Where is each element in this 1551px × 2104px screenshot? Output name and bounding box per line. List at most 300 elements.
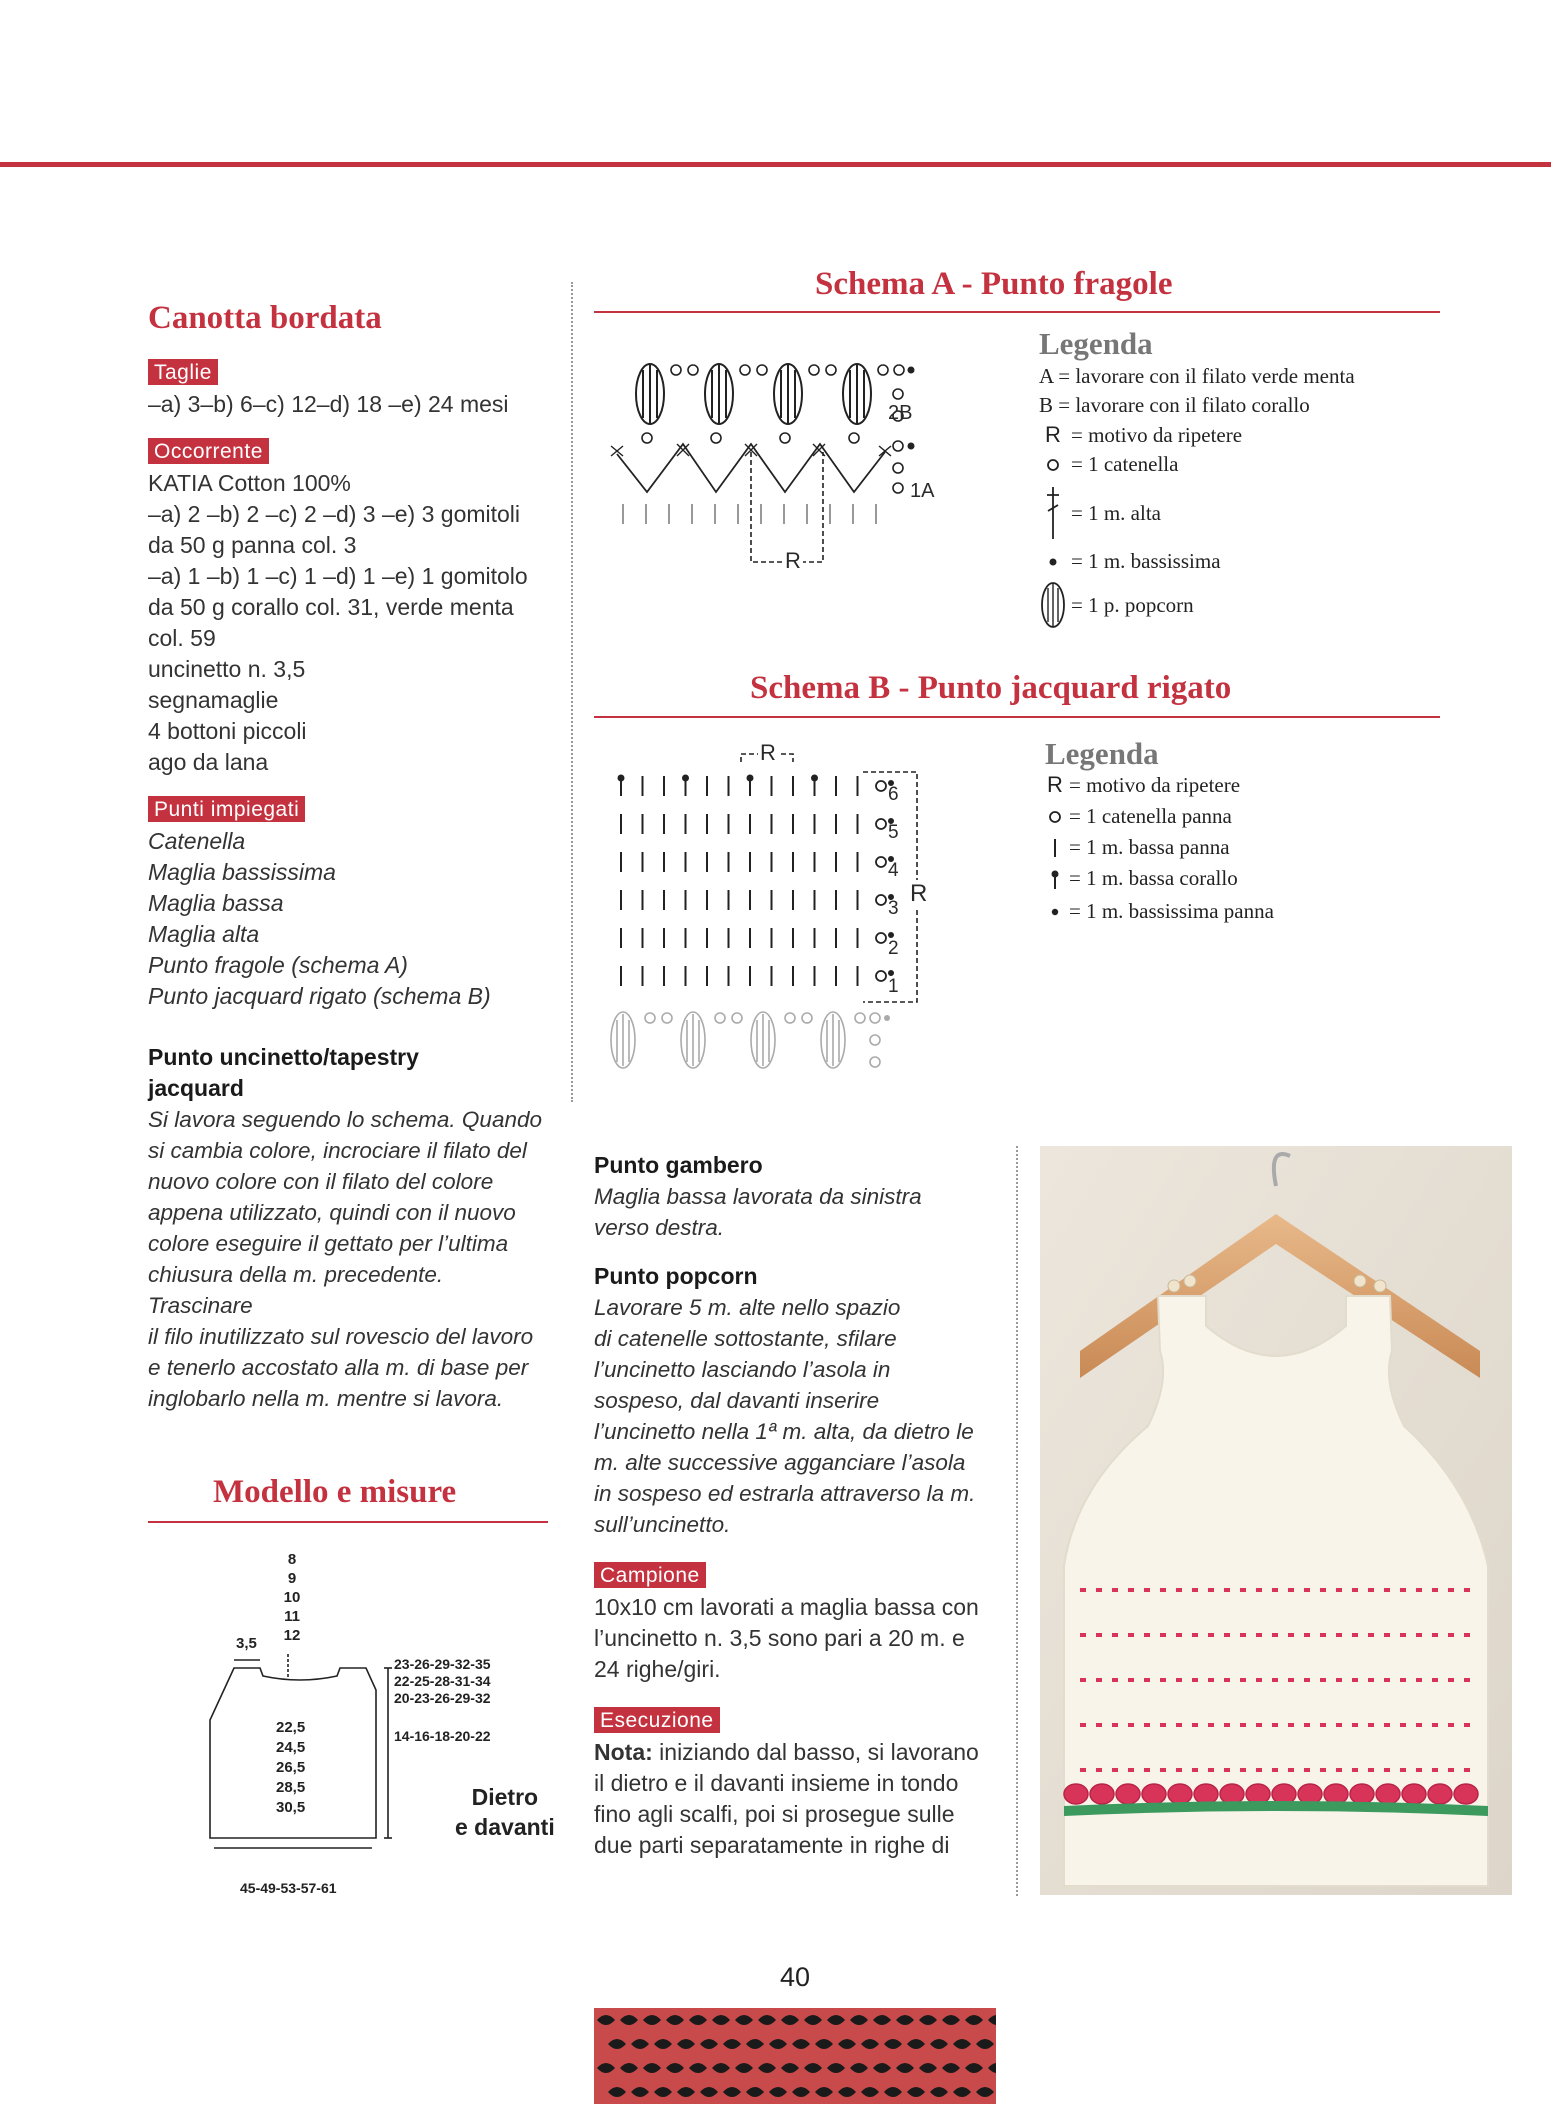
treble-icon xyxy=(1039,483,1067,543)
punti-line: Maglia bassissima xyxy=(148,859,336,885)
legend-row xyxy=(1039,580,1459,630)
stripe-stitch xyxy=(1336,1633,1342,1637)
legend-text: = 1 m. bassissima panna xyxy=(1069,899,1274,923)
strawberry-popcorn xyxy=(1064,1784,1088,1804)
coral-stitch-dot xyxy=(682,775,689,782)
strawberry-popcorn xyxy=(1168,1784,1192,1804)
lace-motif xyxy=(827,2063,845,2073)
stripe-stitch xyxy=(1112,1768,1118,1772)
lace-motif xyxy=(746,2087,764,2097)
occorrente-line: da 50 g corallo col. 31, verde menta xyxy=(148,594,514,620)
occorrente-line: 4 bottoni piccoli xyxy=(148,718,307,744)
coral-single-crochet-icon xyxy=(1045,867,1065,891)
turning-chain xyxy=(876,857,886,867)
stripe-stitch xyxy=(1432,1633,1438,1637)
stripe-stitch xyxy=(1320,1633,1326,1637)
lace-motif xyxy=(815,2087,833,2097)
neck-measure: 8 xyxy=(287,1551,297,1568)
stripe-stitch xyxy=(1096,1768,1102,1772)
stripe-stitch xyxy=(1384,1633,1390,1637)
lace-motif xyxy=(769,2039,787,2049)
strawberry-popcorn xyxy=(1350,1784,1374,1804)
center-measure: 26,5 xyxy=(276,1759,306,1776)
schema-b-rule xyxy=(594,716,1440,718)
middle-column xyxy=(594,1150,999,1861)
schema-a-row-label: 2B xyxy=(888,402,913,424)
tapestry-line: nuovo colore con il filato del colore xyxy=(148,1169,494,1194)
neck-measure-stack xyxy=(280,1550,304,1645)
stripe-stitch xyxy=(1304,1768,1310,1772)
stripe-stitch xyxy=(1272,1633,1278,1637)
stripe-stitch xyxy=(1448,1723,1454,1727)
badge-punti xyxy=(148,796,305,822)
stripe-stitch xyxy=(1080,1633,1086,1637)
center-measure: 30,5 xyxy=(276,1799,306,1816)
stripe-stitch xyxy=(1416,1678,1422,1682)
lace-motif xyxy=(942,2015,960,2025)
stripe-stitch xyxy=(1080,1723,1086,1727)
stripe-stitch xyxy=(1320,1678,1326,1682)
stripe-stitch xyxy=(1416,1588,1422,1592)
popcorn-icon xyxy=(636,364,664,424)
stripe-stitch xyxy=(1144,1723,1150,1727)
schema-a-legend xyxy=(1039,326,1459,630)
footer-decoration xyxy=(594,2008,996,2104)
lace-motif xyxy=(965,2015,983,2025)
schema-b-row-label: 4 xyxy=(888,860,899,881)
lace-motif xyxy=(792,2087,810,2097)
stripe-stitch xyxy=(1096,1588,1102,1592)
badge-taglie-label: Taglie xyxy=(154,361,212,384)
lace-motif xyxy=(597,2015,615,2025)
campione-line: l’uncinetto n. 3,5 sono pari a 20 m. e xyxy=(594,1625,965,1651)
stripe-stitch xyxy=(1160,1633,1166,1637)
section-tapestry xyxy=(148,1042,548,1414)
turning-chain xyxy=(876,819,886,829)
legend-text: B = lavorare con il filato corallo xyxy=(1039,393,1310,417)
page-number: 40 xyxy=(779,1962,811,1992)
stripe-stitch xyxy=(1464,1723,1470,1727)
lace-motif xyxy=(804,2015,822,2025)
stripe-stitch xyxy=(1176,1768,1182,1772)
popcorn-line: sospeso, dal davanti inserire xyxy=(594,1388,880,1413)
slip-dot xyxy=(908,443,915,450)
lace-motif xyxy=(608,2039,626,2049)
diagram-label xyxy=(455,1782,555,1842)
modello-title: Modello e misure xyxy=(213,1474,457,1510)
lace-motif xyxy=(689,2063,707,2073)
stripe-stitch xyxy=(1432,1723,1438,1727)
lace-motif xyxy=(792,2039,810,2049)
stripe-stitch xyxy=(1224,1633,1230,1637)
stripe-stitch xyxy=(1368,1633,1374,1637)
campione-line: 24 righe/giri. xyxy=(594,1656,721,1682)
lace-motif xyxy=(654,2039,672,2049)
stripe-stitch xyxy=(1144,1633,1150,1637)
strawberry-popcorn xyxy=(1194,1784,1218,1804)
tapestry-line: il filo inutilizzato sul rovescio del lavoro xyxy=(148,1324,534,1349)
popcorn-line: sull’uncinetto. xyxy=(594,1512,731,1537)
badge-occorrente-label: Occorrente xyxy=(154,440,263,463)
strawberry-popcorn xyxy=(1376,1784,1400,1804)
lace-motif xyxy=(769,2087,787,2097)
stripe-stitch xyxy=(1400,1633,1406,1637)
strawberry-popcorn xyxy=(1220,1784,1244,1804)
occorrente-line: da 50 g panna col. 3 xyxy=(148,532,357,558)
lace-motif xyxy=(666,2063,684,2073)
stripe-stitch xyxy=(1400,1768,1406,1772)
badge-esecuzione xyxy=(594,1707,720,1733)
legend-text: = 1 m. bassissima xyxy=(1071,549,1221,573)
lace-motif xyxy=(907,2039,925,2049)
repeat-icon: R xyxy=(1047,772,1063,797)
stripe-stitch xyxy=(1448,1588,1454,1592)
stripe-stitch xyxy=(1352,1588,1358,1592)
occorrente-line: col. 59 xyxy=(148,625,216,651)
stripe-stitch xyxy=(1464,1633,1470,1637)
schema-a-repeat-label: R xyxy=(785,548,801,573)
stripe-stitch xyxy=(1160,1768,1166,1772)
lace-motif xyxy=(907,2087,925,2097)
popcorn-icon xyxy=(843,364,871,424)
legend-row xyxy=(1039,393,1459,418)
tapestry-title: Punto uncinetto/tapestry xyxy=(148,1044,419,1070)
popcorn-line: in sospeso ed estrarla attraverso la m. xyxy=(594,1481,976,1506)
strawberry-popcorn xyxy=(1454,1784,1478,1804)
stripe-stitch xyxy=(1176,1633,1182,1637)
esecuzione-text: iniziando dal basso, si lavorano xyxy=(652,1739,979,1765)
single-crochet-icon xyxy=(1045,837,1065,859)
stripe-stitch xyxy=(1128,1588,1134,1592)
stripe-stitch xyxy=(1256,1723,1262,1727)
stripe-stitch xyxy=(1448,1768,1454,1772)
tapestry-line: chiusura della m. precedente. Trascinare xyxy=(148,1262,444,1318)
garment-body xyxy=(210,1668,376,1838)
legend-row xyxy=(1039,452,1459,477)
legend-text: = 1 catenella panna xyxy=(1069,804,1232,828)
popcorn-icon xyxy=(774,364,802,424)
stripe-stitch xyxy=(1288,1768,1294,1772)
chain-icon xyxy=(1045,810,1065,824)
lace-motif xyxy=(631,2087,649,2097)
lace-motif xyxy=(919,2015,937,2025)
right-measure: 23-26-29-32-35 xyxy=(394,1656,491,1672)
diagram-label-1: Dietro xyxy=(471,1784,539,1810)
punti-line: Maglia bassa xyxy=(148,890,284,916)
tapestry-title-2: jacquard xyxy=(148,1075,244,1101)
stripe-stitch xyxy=(1240,1633,1246,1637)
popcorn-line: l’uncinetto lasciando l’asola in xyxy=(594,1357,891,1382)
legend-row xyxy=(1045,772,1465,798)
lace-motif xyxy=(643,2015,661,2025)
lace-motif xyxy=(896,2063,914,2073)
stripe-stitch xyxy=(1128,1678,1134,1682)
stripe-stitch xyxy=(1128,1633,1134,1637)
slip-dot-faded xyxy=(884,1015,890,1021)
stripe-stitch xyxy=(1128,1768,1134,1772)
strawberry-popcorn xyxy=(1246,1784,1270,1804)
lace-motif xyxy=(700,2039,718,2049)
stripe-stitch xyxy=(1368,1768,1374,1772)
lace-motif xyxy=(953,2087,971,2097)
column-divider xyxy=(1016,1146,1018,1896)
slip-stitch-icon xyxy=(1045,907,1065,917)
stripe-stitch xyxy=(1144,1678,1150,1682)
lace-motif xyxy=(942,2063,960,2073)
schema-b-row-label: 1 xyxy=(888,976,899,997)
center-measure: 28,5 xyxy=(276,1779,306,1796)
stripe-stitch xyxy=(1192,1723,1198,1727)
legend-row xyxy=(1039,364,1459,389)
popcorn-icon-faded xyxy=(611,1012,635,1068)
stripe-stitch xyxy=(1336,1588,1342,1592)
stripe-stitch xyxy=(1304,1633,1310,1637)
stripe-stitch xyxy=(1144,1588,1150,1592)
tank-top-illustration xyxy=(1040,1146,1512,1895)
section-punti xyxy=(148,796,548,1012)
tapestry-line: e tenerlo accostato alla m. di base per xyxy=(148,1355,529,1380)
lace-motif xyxy=(758,2015,776,2025)
tapestry-line: colore eseguire il gettato per l’ultima xyxy=(148,1231,509,1256)
occorrente-line: segnamaglie xyxy=(148,687,279,713)
garment-outline xyxy=(200,1650,400,1880)
stripe-stitch xyxy=(1304,1723,1310,1727)
lace-motif xyxy=(873,2063,891,2073)
right-measure: 20-23-26-29-32 xyxy=(394,1690,491,1706)
stripe-stitch xyxy=(1320,1768,1326,1772)
popcorn-line: di catenelle sottostante, sfilare xyxy=(594,1326,897,1351)
stripe-stitch xyxy=(1288,1633,1294,1637)
stripe-stitch xyxy=(1288,1723,1294,1727)
strawberry-popcorn xyxy=(1402,1784,1426,1804)
stripe-stitch xyxy=(1080,1588,1086,1592)
stripe-stitch xyxy=(1352,1768,1358,1772)
stripe-stitch xyxy=(1080,1678,1086,1682)
stripe-stitch xyxy=(1400,1678,1406,1682)
stripe-stitch xyxy=(1432,1588,1438,1592)
punti-line: Punto jacquard rigato (schema B) xyxy=(148,983,491,1009)
punti-line: Punto fragole (schema A) xyxy=(148,952,408,978)
stripe-stitch xyxy=(1240,1723,1246,1727)
lace-motif xyxy=(781,2015,799,2025)
lace-motif xyxy=(700,2087,718,2097)
occorrente-line: –a) 2 –b) 2 –c) 2 –d) 3 –e) 3 gomitoli xyxy=(148,501,521,527)
stripe-stitch xyxy=(1384,1588,1390,1592)
schema-b-row-label: 6 xyxy=(888,784,899,805)
badge-esecuzione-label: Esecuzione xyxy=(600,1709,714,1732)
popcorn-icon xyxy=(1039,580,1067,630)
stripe-stitch xyxy=(1384,1678,1390,1682)
lace-motif xyxy=(884,2087,902,2097)
schema-b-row-label: 5 xyxy=(888,822,899,843)
lace-motif xyxy=(919,2063,937,2073)
lace-motif xyxy=(838,2087,856,2097)
strawberry-popcorn xyxy=(1298,1784,1322,1804)
stripe-stitch xyxy=(1304,1678,1310,1682)
punti-line: Maglia alta xyxy=(148,921,260,947)
repeat-icon: R xyxy=(1045,422,1061,447)
lace-motif xyxy=(850,2015,868,2025)
strawberry-popcorn xyxy=(1272,1784,1296,1804)
lace-motif xyxy=(643,2063,661,2073)
esecuzione-line xyxy=(594,1737,999,1768)
tapestry-line: inglobarlo nella m. mentre si lavora. xyxy=(148,1386,504,1411)
lace-motif xyxy=(930,2039,948,2049)
legend-text: = 1 catenella xyxy=(1071,452,1179,476)
slip-dot xyxy=(908,367,915,374)
lace-motif xyxy=(896,2015,914,2025)
turning-chain xyxy=(876,933,886,943)
schema-b-chart xyxy=(605,738,935,1078)
stripe-stitch xyxy=(1416,1768,1422,1772)
legend-row xyxy=(1039,483,1459,543)
product-photo xyxy=(1040,1146,1512,1895)
stripe-stitch xyxy=(1208,1678,1214,1682)
lace-motif xyxy=(620,2063,638,2073)
stripe-stitch xyxy=(1400,1723,1406,1727)
stripe-stitch xyxy=(1160,1723,1166,1727)
schema-a-rule xyxy=(594,311,1440,313)
strawberry-popcorn xyxy=(1428,1784,1452,1804)
stripe-stitch xyxy=(1304,1588,1310,1592)
stripe-stitch xyxy=(1224,1723,1230,1727)
strawberry-popcorn xyxy=(1142,1784,1166,1804)
coral-stitch-dot xyxy=(618,775,625,782)
stripe-stitch xyxy=(1448,1633,1454,1637)
stripe-stitch xyxy=(1176,1678,1182,1682)
stripe-stitch xyxy=(1160,1588,1166,1592)
stripe-stitch xyxy=(1192,1678,1198,1682)
lace-motif xyxy=(677,2039,695,2049)
stripe-stitch xyxy=(1384,1723,1390,1727)
coral-stitch-dot xyxy=(747,775,754,782)
stripe-stitch xyxy=(1272,1768,1278,1772)
lace-motif xyxy=(988,2063,996,2073)
stripe-stitch xyxy=(1240,1768,1246,1772)
stripe-stitch xyxy=(1112,1588,1118,1592)
schema-b-legend xyxy=(1045,736,1465,924)
stripe-stitch xyxy=(1128,1723,1134,1727)
legend-text: = 1 p. popcorn xyxy=(1071,592,1194,617)
popcorn-icon-faded xyxy=(681,1012,705,1068)
stripe-stitch xyxy=(1256,1588,1262,1592)
stripe-stitch xyxy=(1320,1588,1326,1592)
stripe-stitch xyxy=(1176,1588,1182,1592)
popcorn-icon-faded xyxy=(751,1012,775,1068)
legend-title: Legenda xyxy=(1045,736,1159,771)
strawberry-popcorn xyxy=(1324,1784,1348,1804)
legend-row xyxy=(1045,835,1465,860)
stripe-stitch xyxy=(1208,1633,1214,1637)
neck-measure: 11 xyxy=(284,1608,300,1625)
badge-taglie xyxy=(148,359,218,385)
lace-motif xyxy=(861,2039,879,2049)
tapestry-line: Si lavora seguendo lo schema. Quando xyxy=(148,1107,543,1132)
schema-b-row-label: 2 xyxy=(888,938,899,959)
right-measure-mid: 14-16-18-20-22 xyxy=(394,1728,491,1744)
legend-text: A = lavorare con il filato verde menta xyxy=(1039,364,1355,388)
stripe-stitch xyxy=(1272,1723,1278,1727)
shoulder-measure: 3,5 xyxy=(236,1635,257,1652)
popcorn-line: Lavorare 5 m. alte nello spazio xyxy=(594,1295,901,1320)
lace-motif xyxy=(723,2087,741,2097)
occorrente-line: uncinetto n. 3,5 xyxy=(148,656,306,682)
stripe-stitch xyxy=(1352,1633,1358,1637)
strawberry-popcorn xyxy=(1090,1784,1114,1804)
modello-rule xyxy=(148,1521,548,1523)
lace-motif xyxy=(861,2087,879,2097)
stripe-stitch xyxy=(1240,1588,1246,1592)
stripe-stitch xyxy=(1416,1723,1422,1727)
schema-b-title: Schema B - Punto jacquard rigato xyxy=(750,670,1232,706)
stripe-stitch xyxy=(1368,1588,1374,1592)
nota-label: Nota: xyxy=(594,1739,653,1765)
turning-chain xyxy=(876,971,886,981)
stripe-stitch xyxy=(1256,1768,1262,1772)
lace-motif xyxy=(988,2015,996,2025)
stripe-stitch xyxy=(1336,1768,1342,1772)
right-measure-top xyxy=(394,1656,491,1707)
stripe-stitch xyxy=(1432,1768,1438,1772)
legend-row xyxy=(1045,804,1465,829)
lace-motif xyxy=(827,2015,845,2025)
stripe-stitch xyxy=(1432,1678,1438,1682)
section-taglie xyxy=(148,359,548,420)
stripe-stitch xyxy=(1224,1678,1230,1682)
lace-motif xyxy=(976,2039,994,2049)
lace-motif xyxy=(976,2087,994,2097)
lace-motif xyxy=(746,2039,764,2049)
schema-a-chart xyxy=(605,352,945,574)
stripe-stitch xyxy=(1208,1768,1214,1772)
lace-motif xyxy=(804,2063,822,2073)
lace-motif xyxy=(666,2015,684,2025)
schema-b-repeat-label-top: R xyxy=(760,740,776,765)
stripe-stitch xyxy=(1288,1678,1294,1682)
lace-motif xyxy=(654,2087,672,2097)
punti-line: Catenella xyxy=(148,828,246,854)
legend-row xyxy=(1039,549,1459,574)
stripe-stitch xyxy=(1464,1768,1470,1772)
lace-motif xyxy=(884,2039,902,2049)
stripe-stitch xyxy=(1112,1633,1118,1637)
stripe-stitch xyxy=(1384,1768,1390,1772)
tapestry-line: si cambia colore, incrociare il filato del xyxy=(148,1138,527,1163)
esecuzione-line: due parti separatamente in righe di xyxy=(594,1832,950,1858)
footer-lace-pattern xyxy=(594,2008,996,2104)
lace-motif xyxy=(930,2087,948,2097)
section-occorrente xyxy=(148,438,548,778)
legend-text: = 1 m. bassa panna xyxy=(1069,835,1230,859)
lace-motif xyxy=(873,2015,891,2025)
lace-motif xyxy=(735,2063,753,2073)
stripe-stitch xyxy=(1208,1723,1214,1727)
lace-motif xyxy=(712,2015,730,2025)
occorrente-line: KATIA Cotton 100% xyxy=(148,470,351,496)
stripe-stitch xyxy=(1288,1588,1294,1592)
badge-occorrente xyxy=(148,438,269,464)
popcorn-line: m. alte successive agganciare l’asola xyxy=(594,1450,966,1475)
stripe-stitch xyxy=(1320,1723,1326,1727)
schema-a-row-label: 1A xyxy=(910,480,935,502)
legend-row xyxy=(1039,422,1459,448)
turning-chain xyxy=(876,781,886,791)
right-measure: 22-25-28-31-34 xyxy=(394,1673,491,1689)
taglie-text: –a) 3–b) 6–c) 12–d) 18 –e) 24 mesi xyxy=(148,391,509,417)
diagram-label-2: e davanti xyxy=(455,1814,555,1840)
stripe-stitch xyxy=(1096,1633,1102,1637)
lace-motif xyxy=(965,2063,983,2073)
